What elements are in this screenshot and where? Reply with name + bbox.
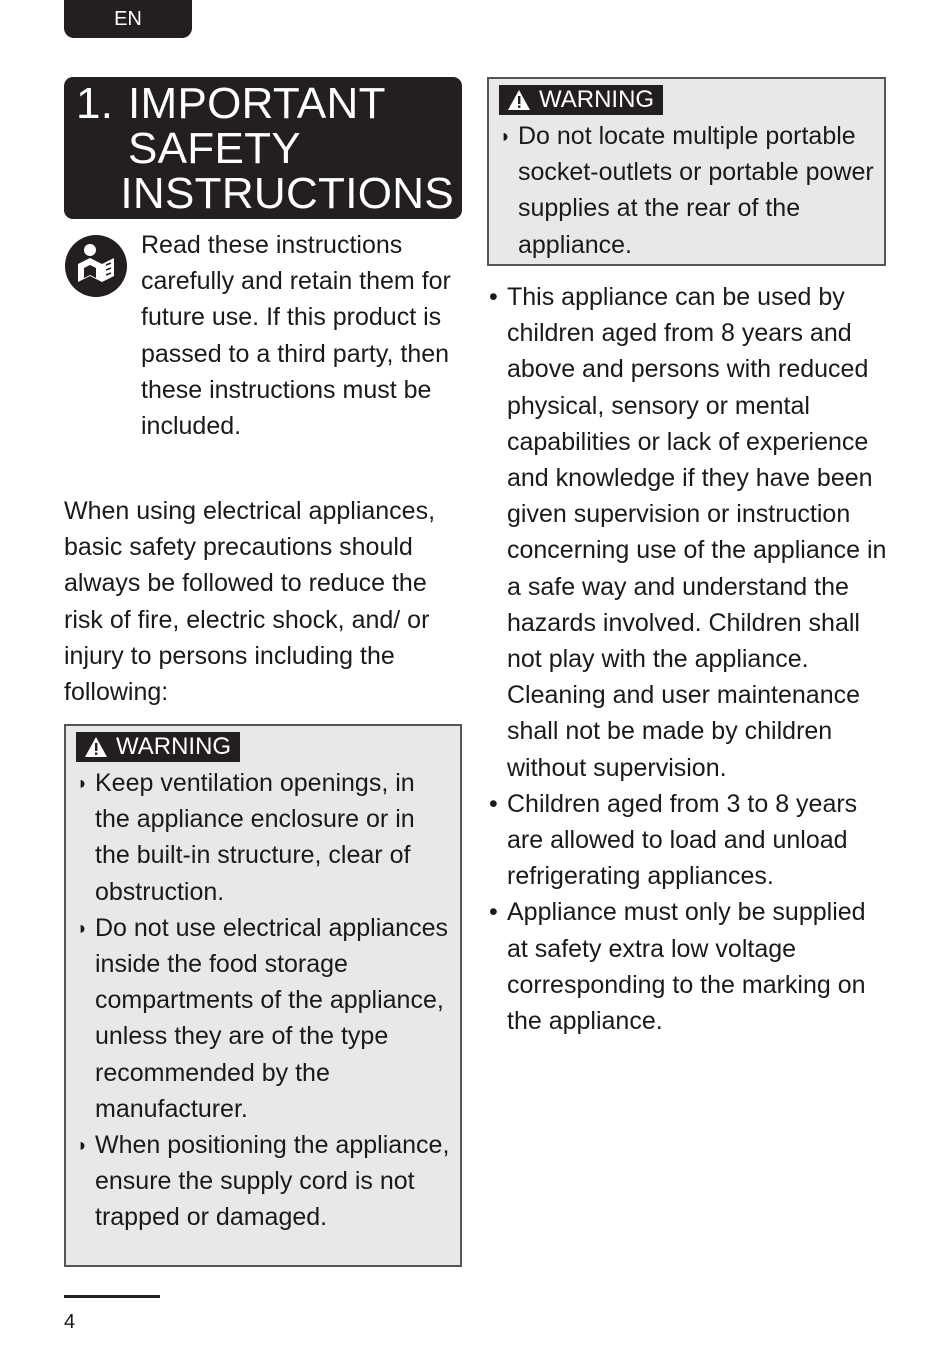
page-number: 4 xyxy=(64,1311,76,1333)
half-circle-bullet-icon: ◗ xyxy=(77,1135,88,1156)
general-safety-text: When using electrical appliances, basic safety precautions should always be followed to reduce the risk of fire, electric shock, and/ or injury to persons including the following: xyxy=(64,497,436,707)
bullet-dot-icon: • xyxy=(489,789,498,818)
language-tab-label: EN xyxy=(114,7,142,30)
warning-list-right xyxy=(499,118,876,263)
half-circle-bullet-icon: ◗ xyxy=(500,126,511,146)
warning-item-text: Do not use electrical appliances inside the food storage compartments of the appliance, unless they are of the type recommended by the manufacturer. xyxy=(95,913,448,1123)
list-item xyxy=(487,894,887,1039)
title-line-1 xyxy=(76,81,454,126)
warning-label-text: WARNING xyxy=(539,86,655,113)
warning-label xyxy=(499,85,663,115)
warning-item-text: Do not locate multiple portable socket-outlets or portable power supplies at the rear of the appliance. xyxy=(518,122,874,259)
read-manual-icon xyxy=(64,234,128,298)
half-circle-bullet-icon: ◗ xyxy=(77,917,88,938)
title-word-3: INSTRUCTIONS xyxy=(120,169,454,218)
warning-item xyxy=(76,1127,450,1236)
warning-item xyxy=(499,118,876,263)
warning-item-text: When positioning the appliance, ensure the supply cord is not trapped or damaged. xyxy=(95,1131,450,1232)
warning-item-text: Keep ventilation openings, in the appliance enclosure or in the built-in structure, clear of obstruction. xyxy=(95,769,415,906)
section-title xyxy=(64,77,462,219)
bullet-dot-icon: • xyxy=(489,283,498,311)
list-item xyxy=(487,786,887,895)
warning-label xyxy=(76,732,240,762)
list-item-text: Appliance must only be supplied at safety extra low voltage corresponding to the marking on the appliance. xyxy=(507,898,866,1036)
warning-item xyxy=(76,910,450,1127)
warning-list-left xyxy=(76,765,450,1236)
section-number: 1. xyxy=(76,79,114,128)
language-tab xyxy=(64,0,192,38)
warning-triangle-icon xyxy=(84,736,108,758)
title-word-2: SAFETY xyxy=(128,124,301,173)
warning-item xyxy=(76,765,450,910)
title-line-3 xyxy=(76,171,454,216)
warning-triangle-icon xyxy=(507,89,531,111)
list-item xyxy=(487,279,887,786)
list-item-text: Children aged from 3 to 8 years are allowed to load and unload refrigerating appliances. xyxy=(507,789,858,891)
title-word-1: IMPORTANT xyxy=(128,79,386,128)
warning-label-text: WARNING xyxy=(116,733,232,760)
list-item-text: This appliance can be used by children aged from 8 years and above and persons with reduced physical, sensory or mental capabilities or lack of experience and knowledge if they have been given supervision or instruction concerning use of the appliance in a safe way and understand the hazards involved. Children shall not play with the appliance. Cleaning and user maintenance shall not be made by children without supervision. xyxy=(507,283,887,782)
warning-box-left xyxy=(64,724,462,1267)
footer-rule xyxy=(64,1295,160,1298)
half-circle-bullet-icon: ◗ xyxy=(77,773,88,793)
safety-bullet-list xyxy=(487,279,887,1039)
title-line-2 xyxy=(76,126,454,171)
warning-box-right xyxy=(487,77,886,266)
bullet-dot-icon: • xyxy=(489,898,498,927)
intro-text: Read these instructions carefully and retain them for future use. If this product is passed to a third party, then these instructions must be included. xyxy=(141,231,451,441)
